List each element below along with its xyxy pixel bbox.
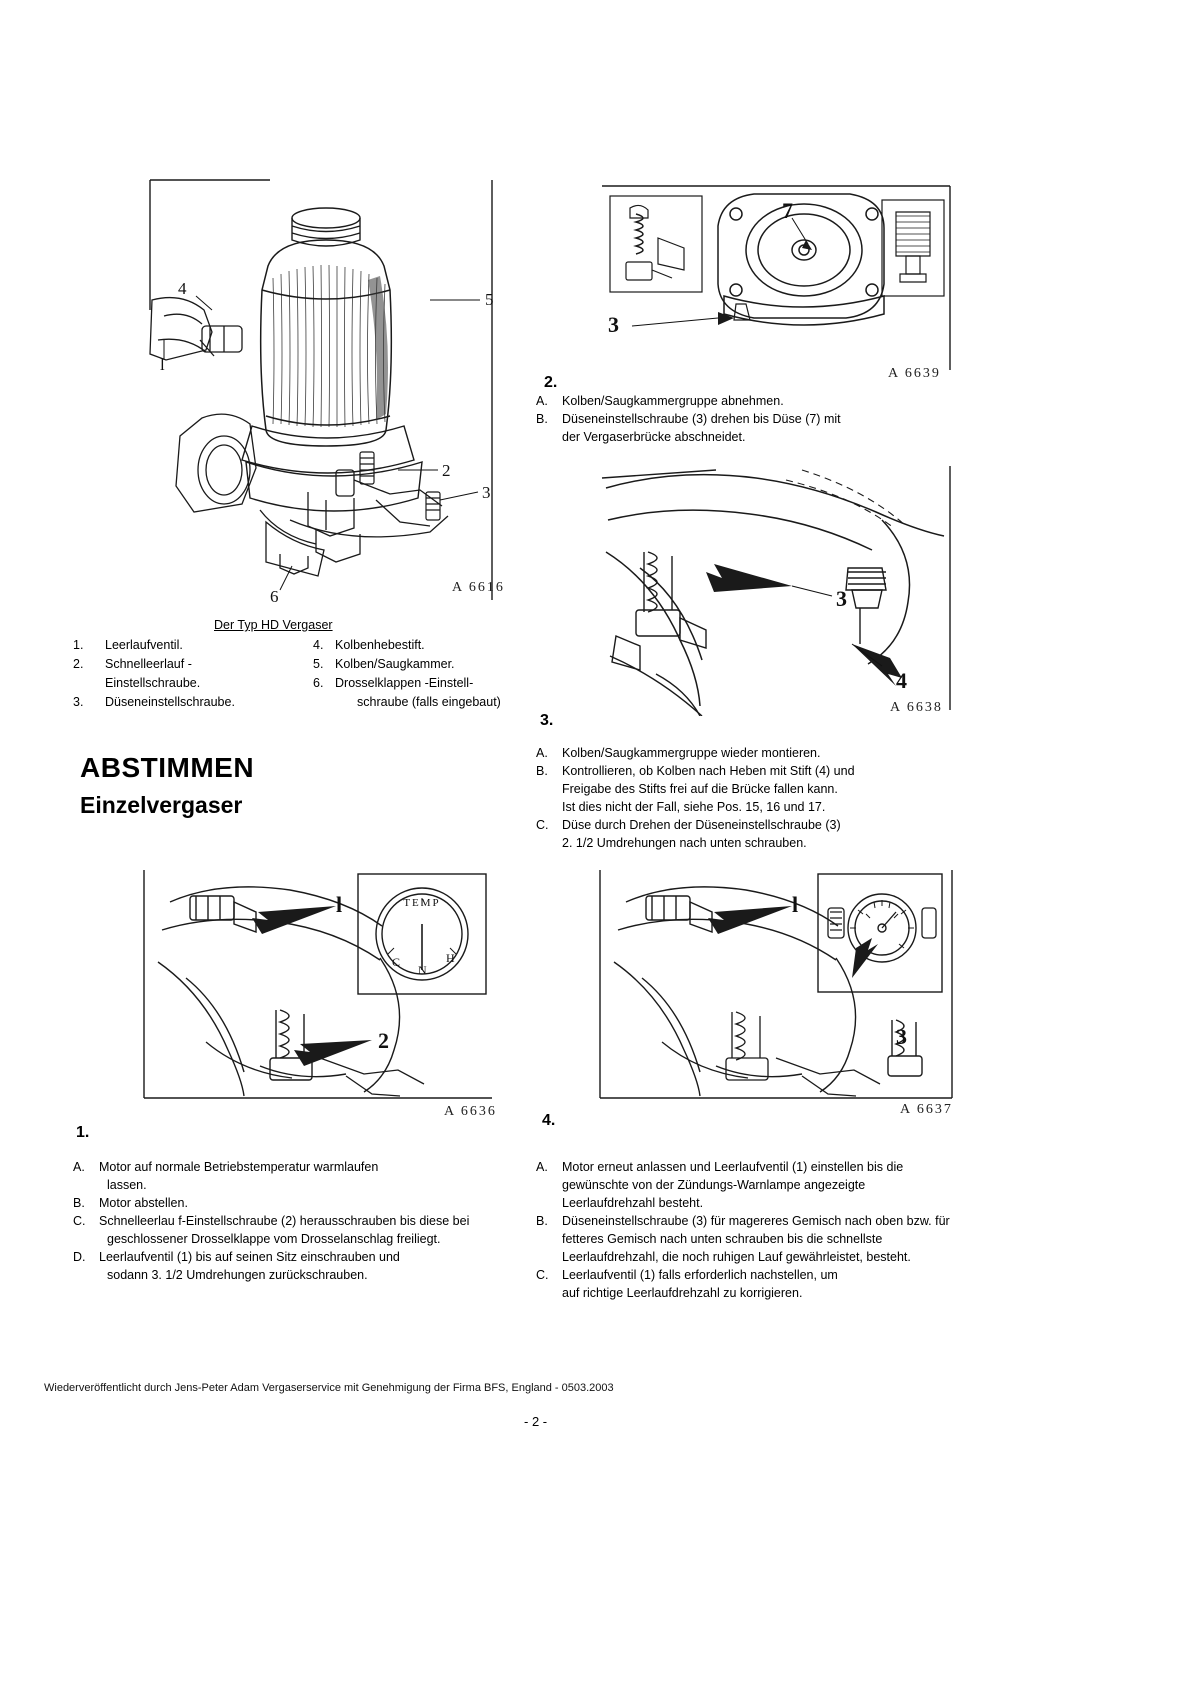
page-subtitle: Einzelvergaser <box>80 792 243 818</box>
step-key <box>536 780 562 798</box>
fig3-code: A 6638 <box>890 700 943 715</box>
figure-carb-with-temp-gauge <box>140 862 520 1120</box>
fig1-legend-left <box>73 636 303 712</box>
step-key: D. <box>73 1250 86 1264</box>
step-key: A. <box>536 1160 548 1174</box>
fig1-callout-3: 3 <box>482 483 491 502</box>
legend-text: Einstellschraube. <box>105 676 201 690</box>
legend-text: Kolben/Saugkammer. <box>335 657 455 671</box>
step3-list <box>536 744 996 852</box>
fig2-step-number: 2. <box>544 374 558 391</box>
legend-num: 6. <box>313 676 324 690</box>
step-key: B. <box>536 764 548 778</box>
step-text: lassen. <box>107 1178 147 1192</box>
step-text: Leerlaufventil (1) falls erforderlich nachstellen, um <box>562 1268 838 1282</box>
step-text: geschlossener Drosselklappe vom Drosselanschlag freiliegt. <box>107 1232 441 1246</box>
step-text: Kontrollieren, ob Kolben nach Heben mit Stift (4) und <box>562 764 855 778</box>
legend-text: Düseneinstellschraube. <box>105 695 235 709</box>
legend-text: schraube (falls eingebaut) <box>357 695 501 709</box>
fig1-callout-6: 6 <box>270 587 279 606</box>
gauge-temp-label: TEMP <box>403 897 441 909</box>
step4-list <box>536 1158 1006 1302</box>
fig5-step-number: 4. <box>542 1112 556 1129</box>
svg-text:l: l <box>336 892 343 917</box>
fig5-code: A 6637 <box>900 1102 953 1117</box>
step-text: gewünschte von der Zündungs-Warnlampe angezeigte <box>562 1178 866 1192</box>
step-key: C. <box>73 1214 86 1228</box>
footer-credit: Wiederveröffentlicht durch Jens-Peter Adam Vergaserservice mit Genehmigung der Firma BFS, England - 0503.2003 <box>44 1382 614 1394</box>
svg-text:2: 2 <box>378 1028 389 1053</box>
step-text: Motor erneut anlassen und Leerlaufventil (1) einstellen bis die <box>562 1160 904 1174</box>
legend-text: Kolbenhebestift. <box>335 638 425 652</box>
svg-text:4: 4 <box>896 668 907 693</box>
step-text: Kolben/Saugkammergruppe abnehmen. <box>562 394 784 408</box>
page-title: ABSTIMMEN <box>80 752 255 783</box>
step-text: Düseneinstellschraube (3) drehen bis Düse (7) mit <box>562 412 841 426</box>
legend-num: 3. <box>73 695 84 709</box>
step-key <box>536 428 562 446</box>
fig1-callout-2: 2 <box>442 461 451 480</box>
fig1-callout-4: 4 <box>178 279 187 298</box>
fig1-callout-5: 5 <box>485 290 494 309</box>
fig4-step-number: 1. <box>76 1124 90 1141</box>
figure-carb-with-tachometer <box>596 862 976 1120</box>
step-key: C. <box>536 818 549 832</box>
step-key <box>536 834 562 852</box>
svg-text:C: C <box>392 955 401 969</box>
fig1-callout-1: l <box>160 355 165 374</box>
step-key: C. <box>536 1268 549 1282</box>
svg-text:l: l <box>792 892 799 917</box>
step-key: A. <box>536 394 548 408</box>
page-number: - 2 - <box>524 1414 548 1429</box>
fig1-caption-title: Der Typ HD Vergaser <box>214 618 333 632</box>
step-key: A. <box>73 1160 85 1174</box>
legend-num: 2. <box>73 657 84 671</box>
step-text: auf richtige Leerlaufdrehzahl zu korrigieren. <box>562 1286 803 1300</box>
legend-text: Drosselklappen -Einstell- <box>335 676 474 690</box>
step-text: Leerlaufdrehzahl, die noch ruhigen Lauf gewährleistet, besteht. <box>562 1250 911 1264</box>
step-text: Schnelleerlau f-Einstellschraube (2) herausschrauben bis diese bei <box>99 1214 470 1228</box>
figure-hd-carburettor <box>140 170 520 610</box>
step-text: Motor auf normale Betriebstemperatur warmlaufen <box>99 1160 379 1174</box>
step-key: B. <box>536 412 548 426</box>
step-text: der Vergaserbrücke abschneidet. <box>562 430 746 444</box>
step-text: Düse durch Drehen der Düseneinstellschraube (3) <box>562 818 841 832</box>
step-text: Ist dies nicht der Fall, siehe Pos. 15, 16 und 17. <box>562 800 826 814</box>
step-text: Kolben/Saugkammergruppe wieder montieren. <box>562 746 821 760</box>
step2-list <box>536 392 976 446</box>
step-key: B. <box>73 1196 85 1210</box>
legend-num: 1. <box>73 638 84 652</box>
step-text: Leerlaufdrehzahl besteht. <box>562 1196 704 1210</box>
svg-text:3: 3 <box>608 312 619 337</box>
svg-text:3: 3 <box>836 586 847 611</box>
svg-text:3: 3 <box>896 1024 907 1049</box>
svg-text:7: 7 <box>782 198 793 223</box>
legend-text: Schnelleerlauf - <box>105 657 192 671</box>
step-key <box>536 798 562 816</box>
figure-throttle-body-top <box>596 178 956 378</box>
step-text: Motor abstellen. <box>99 1196 188 1210</box>
step-text: sodann 3. 1/2 Umdrehungen zurückschrauben. <box>107 1268 368 1282</box>
legend-num: 4. <box>313 638 324 652</box>
step1-list <box>73 1158 523 1284</box>
figure-jet-lifting-pin <box>596 460 956 716</box>
fig3-step-number: 3. <box>540 712 554 729</box>
step-key: A. <box>536 746 548 760</box>
svg-text:N: N <box>418 963 427 977</box>
step-text: 2. 1/2 Umdrehungen nach unten schrauben. <box>562 836 807 850</box>
svg-text:H: H <box>446 951 455 965</box>
legend-text: Leerlaufventil. <box>105 638 183 652</box>
step-text: Freigabe des Stifts frei auf die Brücke fallen kann. <box>562 782 838 796</box>
step-key: B. <box>536 1214 548 1228</box>
fig4-code: A 6636 <box>444 1104 497 1119</box>
legend-num <box>73 674 105 693</box>
step-text: Düseneinstellschraube (3) für magereres Gemisch nach oben bzw. für <box>562 1214 950 1228</box>
step-text: fetteres Gemisch nach unten schrauben bis die schnellste <box>562 1232 883 1246</box>
fig1-legend-right <box>313 636 543 712</box>
step-text: Leerlaufventil (1) bis auf seinen Sitz einschrauben und <box>99 1250 400 1264</box>
fig2-code: A 6639 <box>888 366 941 381</box>
fig1-code: A 6616 <box>452 580 505 595</box>
legend-num: 5. <box>313 657 324 671</box>
